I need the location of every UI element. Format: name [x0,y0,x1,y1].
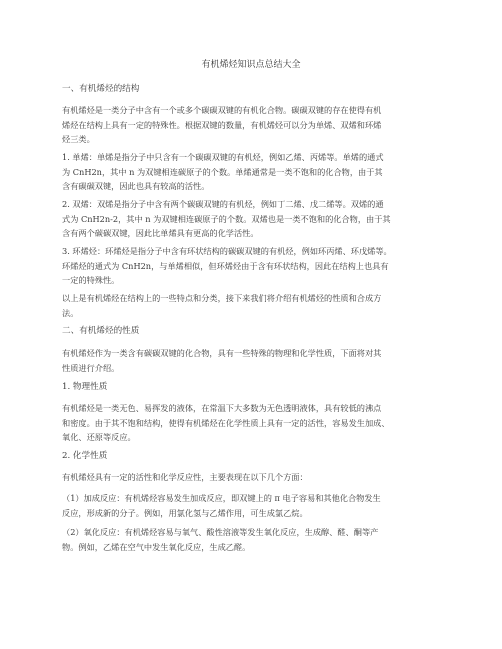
paragraph [62,401,448,445]
paragraph [62,291,448,320]
text-line: （1）加成反应：有机烯烃容易发生加成反应，即双键上的 π 电子容易和其他化合物发生 [62,493,381,503]
text-line: 有机烯烃作为一类含有碳碳双键的化合物，具有一些特殊的物理和化学性质，下面将对其 [62,348,382,358]
text-line: （2）氧化反应：有机烯烃容易与氧气、酸性溶液等发生氧化反应，生成醇、醛、酮等产 [62,527,379,537]
text-line: 物。例如，乙烯在空气中发生氧化反应，生成乙醛。 [62,541,251,552]
paragraph [62,197,448,241]
text-line: 和密度。由于其不饱和结构，使得有机烯烃在化学性质上具有一定的活性，容易发生加成、 [62,417,390,428]
text-line: 有机烯烃是一类分子中含有一个或多个碳碳双键的有机化合物。碳碳双键的存在使得有机 [62,105,382,115]
paragraph [62,491,448,520]
text-line: 性质进行介绍。 [62,362,120,373]
text-line: 式为 CnH2n-2，其中 n 为双键相连碳原子的个数。双烯也是一类不饱和的化合物，由于其 [62,213,391,224]
text-line: 以上是有机烯烃在结构上的一些特点和分类，接下来我们将介绍有机烯烃的性质和合成方 [62,293,382,303]
text-line: 1. 物理性质 [62,382,108,392]
paragraph [62,525,448,554]
text-line: 法。 [62,307,79,318]
paragraph [62,150,448,194]
text-line: 1. 单烯：单烯是指分子中只含有一个碳碳双键的有机烃，例如乙烯、丙烯等。单烯的通式 [62,152,384,162]
paragraph [62,103,448,147]
text-line: 烃三类。 [62,134,95,144]
text-line: 3. 环烯烃：环烯烃是指分子中含有环状结构的碳碳双键的有机烃，例如环丙烯、环戊烯等。 [62,246,392,256]
text-line: 烯烃在结构上具有一定的特殊性。根据双键的数量，有机烯烃可以分为单烯、双烯和环烯 [62,119,382,130]
document-title: 有机烯烃知识点总结大全 [201,60,301,70]
text-line: 有机烯烃具有一定的活性和化学反应性，主要表现在以下几个方面： [62,472,308,482]
section-heading [62,82,448,97]
text-line: 有机烯烃是一类无色、易挥发的液体，在常温下大多数为无色透明液体，具有较低的沸点 [62,403,382,413]
text-line: 环烯烃的通式为 CnH2n，与单烯相似，但环烯烃由于含有环状结构，因此在结构上也具有 [62,260,389,271]
text-line: 含有碳碳双键，因此也具有较高的活性。 [62,181,210,191]
text-line: 一定的特殊性。 [62,275,120,285]
text-line: 含有两个碳碳双键，因此比单烯具有更高的化学活性。 [62,228,259,238]
text-line: 2. 双烯：双烯是指分子中含有两个碳碳双键的有机烃，例如丁二烯、戊二烯等。双烯的通 [62,199,384,209]
text-line: 二、有机烯烃的性质 [62,326,140,336]
section-heading [62,449,448,464]
text-line: 为 CnH2n，其中 n 为双键相连碳原子的个数。单烯通常是一类不饱和的化合物，由于其 [62,166,383,177]
paragraph [62,346,448,375]
section-heading [62,324,448,339]
section-heading [62,380,448,395]
paragraph [62,244,448,288]
text-line: 2. 化学性质 [62,451,108,461]
text-line: 一、有机烯烃的结构 [62,84,140,94]
paragraph [62,470,448,485]
text-line: 氧化、还原等反应。 [62,432,136,442]
text-line: 反应，形成新的分子。例如，用氯化氢与乙烯作用，可生成氯乙烷。 [62,507,308,518]
